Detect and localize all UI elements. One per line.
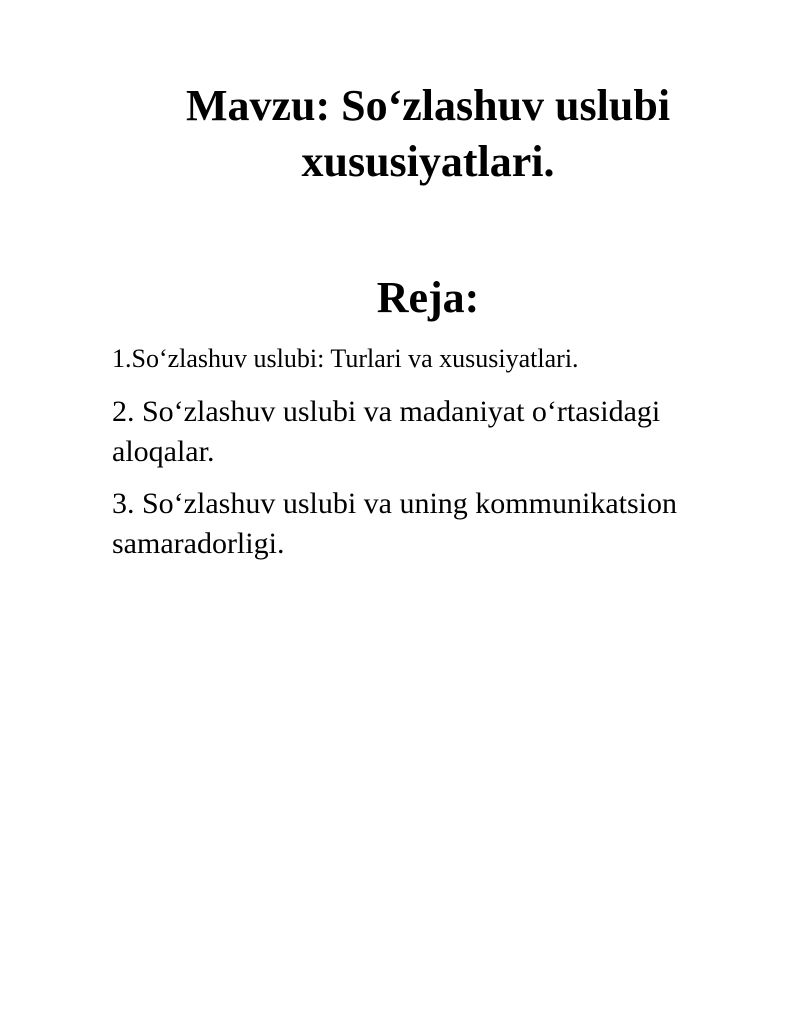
topic-title-line-1: Mavzu: So‘zlashuv uslubi (185, 81, 671, 130)
plan-list (112, 342, 742, 564)
topic-title-line-2: xususiyatlari. (301, 137, 555, 186)
plan-heading: Reja: (376, 273, 480, 322)
plan-item-3: 3. So‘zlashuv uslubi va uning kommunikatsion samaradorligi. (112, 487, 677, 560)
plan-item-2: 2. So‘zlashuv uslubi va madaniyat o‘rtasidagi aloqalar. (112, 395, 661, 468)
plan-item-1: 1.So‘zlashuv uslubi: Turlari va xususiyatlari. (112, 344, 579, 373)
